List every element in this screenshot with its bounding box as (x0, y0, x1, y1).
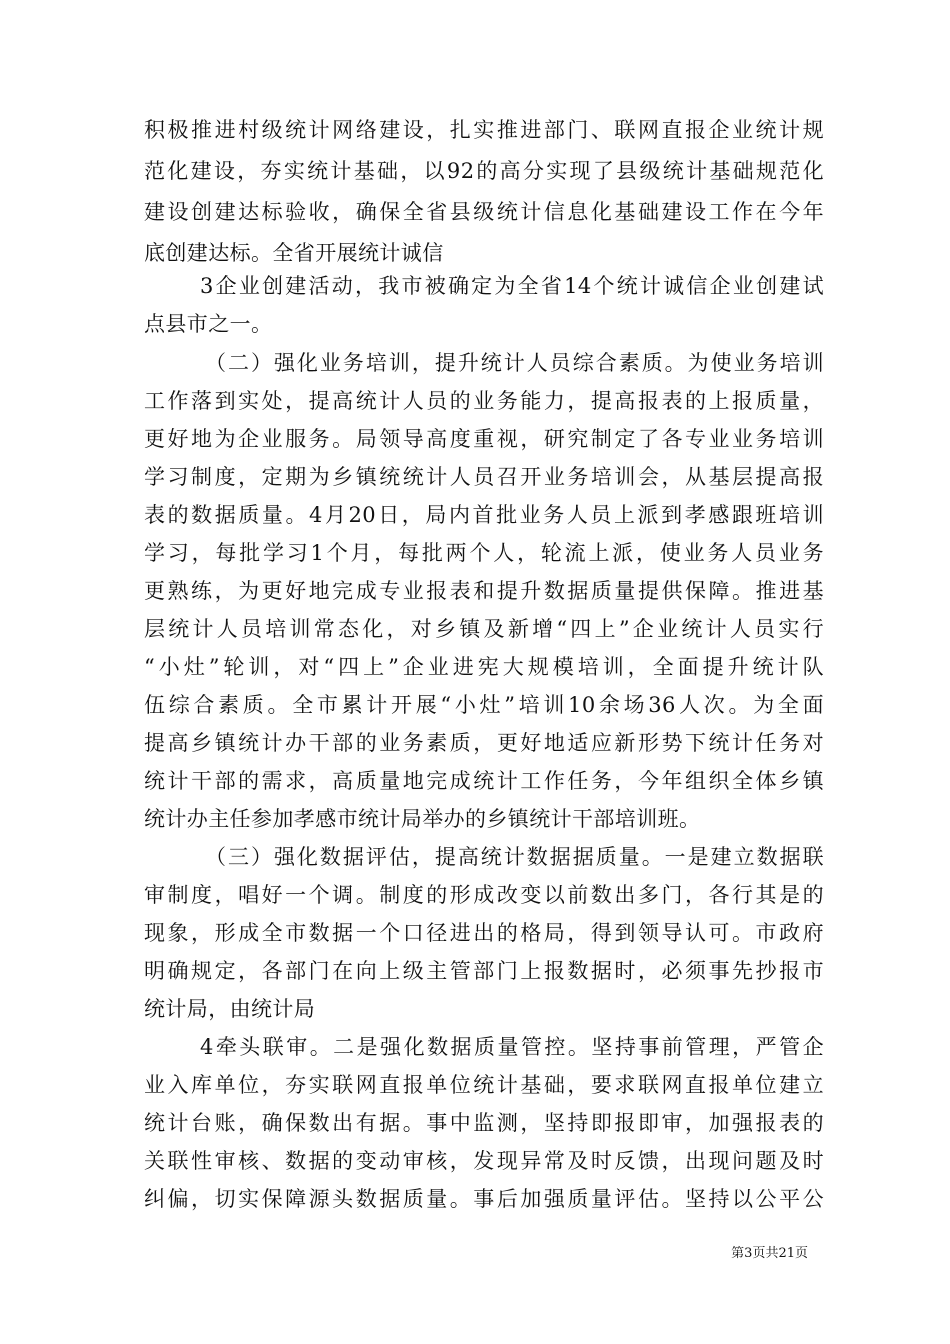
text-line: 统计办主任参加孝感市统计局举办的乡镇统计干部培训班。 (144, 807, 701, 831)
text-line: 提高乡镇统计办干部的业务素质，更好地适应新形势下统计任务对 (144, 731, 824, 755)
text-line: 学习，每批学习1个月，每批两个人，轮流上派，使业务人员业务 (144, 541, 824, 565)
text-line: 业入库单位，夯实联网直报单位统计基础，要求联网直报单位建立 (144, 1073, 824, 1097)
page-number: 第3页共21页 (731, 1246, 808, 1261)
text-line: 底创建达标。全省开展统计诚信 (144, 241, 444, 265)
text-line: 更熟练，为更好地完成专业报表和提升数据质量提供保障。推进基 (144, 579, 824, 603)
text-line: 统计台账，确保数出有据。事中监测，坚持即报即审，加强报表的 (144, 1111, 824, 1135)
text-line: 积极推进村级统计网络建设，扎实推进部门、联网直报企业统计规 (144, 118, 824, 142)
text-line: （二）强化业务培训，提升统计人员综合素质。为使业务培训 (205, 351, 824, 375)
text-line: 现象，形成全市数据一个口径进出的格局，得到领导认可。市政府 (144, 921, 824, 945)
text-line: 层统计人员培训常态化，对乡镇及新增“四上”企业统计人员实行 (144, 617, 824, 641)
text-line: 伍综合素质。全市累计开展“小灶”培训10余场36人次。为全面 (144, 693, 824, 717)
text-line: 工作落到实处，提高统计人员的业务能力，提高报表的上报质量， (144, 389, 824, 413)
text-line: “小灶”轮训，对“四上”企业进宪大规模培训，全面提升统计队 (144, 655, 824, 679)
text-line: 3企业创建活动，我市被确定为全省14个统计诚信企业创建试 (200, 274, 824, 298)
text-line: 统计干部的需求，高质量地完成统计工作任务，今年组织全体乡镇 (144, 769, 824, 793)
text-line: 明确规定，各部门在向上级主管部门上报数据时，必须事先抄报市 (144, 959, 824, 983)
text-line: 学习制度，定期为乡镇统统计人员召开业务培训会，从基层提高报 (144, 465, 824, 489)
text-line: 建设创建达标验收，确保全省县级统计信息化基础建设工作在今年 (144, 200, 824, 224)
text-line: 统计局，由统计局 (144, 997, 316, 1021)
text-line: 更好地为企业服务。局领导高度重视，研究制定了各专业业务培训 (144, 427, 824, 451)
text-line: 范化建设，夯实统计基础，以92的高分实现了县级统计基础规范化 (144, 159, 824, 183)
text-line: 纠偏，切实保障源头数据质量。事后加强质量评估。坚持以公平公 (144, 1187, 824, 1211)
text-line: 4牵头联审。二是强化数据质量管控。坚持事前管理，严管企 (200, 1035, 824, 1059)
text-line: 审制度，唱好一个调。制度的形成改变以前数出多门，各行其是的 (144, 883, 824, 907)
text-line: 关联性审核、数据的变动审核，发现异常及时反馈，出现问题及时 (144, 1149, 824, 1173)
text-line: （三）强化数据评估，提高统计数据据质量。一是建立数据联 (205, 845, 824, 869)
text-line: 表的数据质量。4月20日，局内首批业务人员上派到孝感跟班培训 (144, 503, 824, 527)
text-line: 点县市之一。 (144, 312, 273, 336)
